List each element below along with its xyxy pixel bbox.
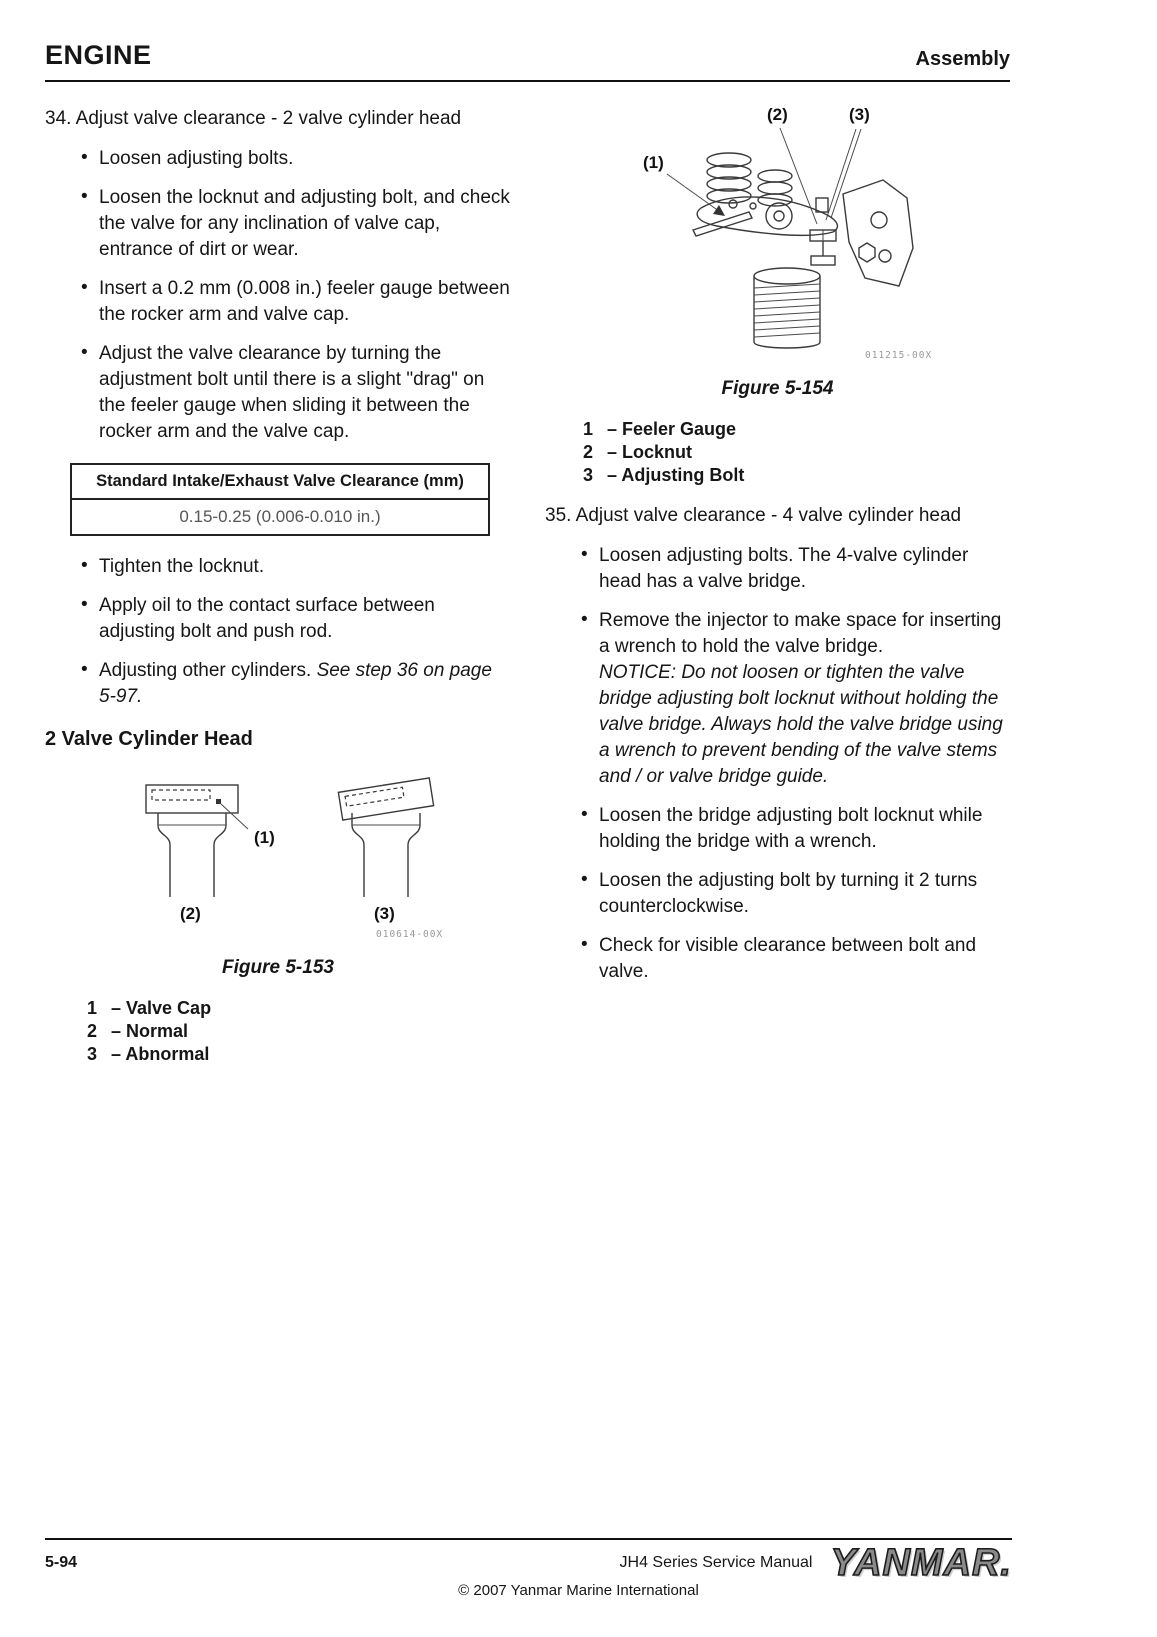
clearance-table-header: Standard Intake/Exhaust Valve Clearance (mm) xyxy=(72,465,488,500)
figure-154-label-2: (2) xyxy=(767,105,788,124)
section-title: ENGINE xyxy=(45,40,152,70)
legend-item: 1 – Valve Cap xyxy=(87,998,212,1018)
bullet-text: Adjusting other cylinders. xyxy=(99,660,317,681)
yanmar-logo: YANMAR. xyxy=(830,1542,1012,1584)
bullet-item xyxy=(81,658,511,710)
bullet-item xyxy=(581,803,1010,855)
figure-154-code: 011215-00X xyxy=(865,350,933,361)
bullet-item xyxy=(81,593,511,645)
bullet-item xyxy=(81,185,511,263)
clearance-table xyxy=(70,463,490,536)
figure-153-label-1: (1) xyxy=(254,828,275,847)
figure-154-caption: Figure 5-154 xyxy=(721,378,834,399)
page-header xyxy=(45,0,1010,82)
figure-153-legend xyxy=(87,997,511,1066)
page-footer xyxy=(45,1538,1012,1584)
figure-154-drawing xyxy=(637,102,977,364)
bullet-item xyxy=(581,608,1010,790)
bullet-item xyxy=(81,554,511,580)
legend-item: 3 – Abnormal xyxy=(87,1044,210,1064)
figure-154-label-3: (3) xyxy=(849,105,870,124)
figure-154-legend xyxy=(583,418,1010,487)
clearance-table-value: 0.15-0.25 (0.006-0.010 in.) xyxy=(179,507,381,526)
bullet-item xyxy=(581,543,1010,595)
page-number: 5-94 xyxy=(45,1554,78,1571)
bullet-text: Loosen the adjusting bolt by turning it 2 turns counterclockwise. xyxy=(599,870,978,917)
bullet-item xyxy=(81,146,511,172)
bullet-text: Loosen the bridge adjusting bolt locknut while holding the bridge with a wrench. xyxy=(599,805,983,852)
bullet-item xyxy=(581,933,1010,985)
bullet-text: Loosen the locknut and adjusting bolt, and check the valve for any inclination of valve cap, entrance of dirt or wear. xyxy=(99,187,510,260)
figure-153-label-2: (2) xyxy=(180,904,201,923)
bullet-item xyxy=(581,868,1010,920)
step-35-title: 35. Adjust valve clearance - 4 valve cylinder head xyxy=(545,505,962,526)
step-34-title: 34. Adjust valve clearance - 2 valve cylinder head xyxy=(45,108,462,129)
bullet-text: Insert a 0.2 mm (0.008 in.) feeler gauge between the rocker arm and valve cap. xyxy=(99,278,510,325)
right-column xyxy=(545,102,1010,1066)
bullet-text: Loosen adjusting bolts. xyxy=(99,148,294,169)
bullet-text: Loosen adjusting bolts. The 4-valve cylinder head has a valve bridge. xyxy=(599,545,969,592)
legend-item: 1 – Feeler Gauge xyxy=(583,419,737,439)
notice-text: NOTICE: Do not loosen or tighten the valve bridge adjusting bolt locknut without holding the valve bridge. Always hold the valve bridge using a wrench to prevent bending of the valve stems and / or valve bridge guide. xyxy=(599,662,1003,787)
figure-153-label-3: (3) xyxy=(374,904,395,923)
legend-item: 3 – Adjusting Bolt xyxy=(583,465,745,485)
bullet-text: Adjust the valve clearance by turning the adjustment bolt until there is a slight "drag" on the feeler gauge when sliding it between the rocker arm and the valve cap. xyxy=(99,343,485,442)
figure-153-drawing xyxy=(88,775,468,943)
copyright-line: © 2007 Yanmar Marine International xyxy=(458,1582,699,1599)
left-column xyxy=(45,102,511,1066)
figure-153-caption: Figure 5-153 xyxy=(222,957,334,978)
subheading-2-valve: 2 Valve Cylinder Head xyxy=(45,728,253,750)
bullet-item xyxy=(81,341,511,445)
bullet-text: Tighten the locknut. xyxy=(99,556,265,577)
figure-154-label-1: (1) xyxy=(643,153,664,172)
figure-154 xyxy=(545,102,1010,487)
bullet-item xyxy=(81,276,511,328)
bullet-text: Apply oil to the contact surface between adjusting bolt and push rod. xyxy=(99,595,435,642)
legend-item: 2 – Normal xyxy=(87,1021,189,1041)
bullet-text: Remove the injector to make space for inserting a wrench to hold the valve bridge. xyxy=(599,610,1002,657)
figure-153 xyxy=(45,775,511,1066)
manual-title: JH4 Series Service Manual xyxy=(619,1554,813,1571)
legend-item: 2 – Locknut xyxy=(583,442,693,462)
bullet-text-italic: See step 36 on page 5-97. xyxy=(99,660,492,707)
bullet-text: Check for visible clearance between bolt and valve. xyxy=(599,935,977,982)
subsection-title: Assembly xyxy=(915,48,1010,70)
two-column-body xyxy=(45,102,1010,1066)
figure-153-code: 010614-00X xyxy=(376,929,444,940)
